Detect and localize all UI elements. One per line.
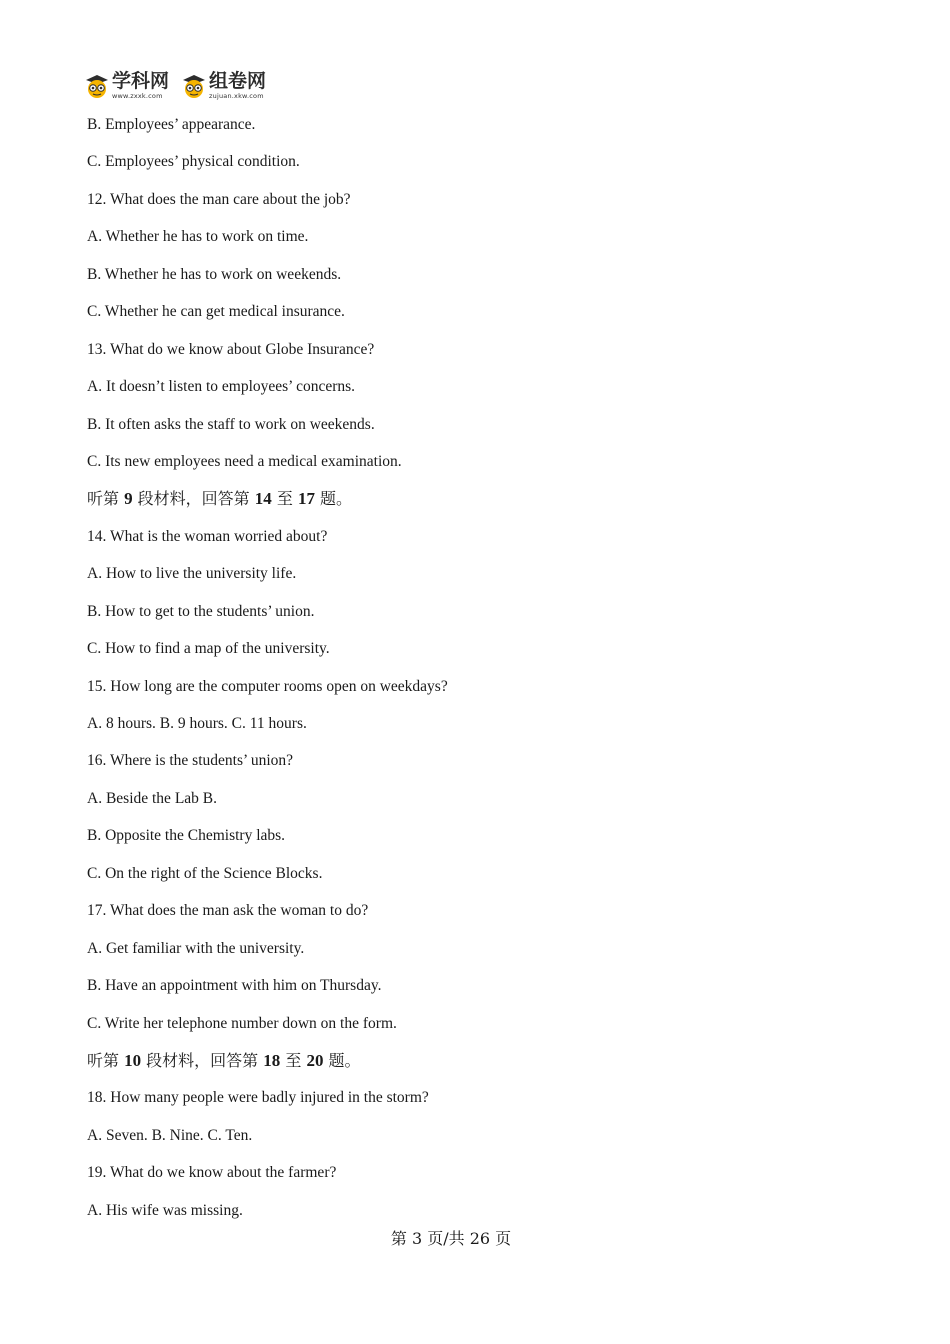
answer-option: C. Whether he can get medical insurance. <box>87 303 345 321</box>
answer-option: A. How to live the university life. <box>87 565 297 583</box>
question-stem: 12. What does the man care about the job? <box>87 190 351 208</box>
section-number: 9 <box>124 489 133 509</box>
section-number: 18 <box>263 1050 281 1070</box>
section-number: 10 <box>124 1050 142 1070</box>
answer-option: B. Opposite the Chemistry labs. <box>87 827 286 845</box>
footer-text: 页/共 <box>422 1229 470 1248</box>
logo-name: 学科网 <box>112 70 170 93</box>
instruction-text: 听第 <box>87 489 125 509</box>
section-instruction <box>87 1048 887 1085</box>
answer-option: A. Seven. B. Nine. C. Ten. <box>87 1126 253 1144</box>
instruction-text: 至 <box>280 1050 307 1070</box>
answer-option: C. Write her telephone number down on the form. <box>87 1014 397 1032</box>
answer-option: C. Its new employees need a medical examination. <box>87 452 402 470</box>
zxxk-logo <box>84 72 169 100</box>
owl-mascot-icon <box>181 73 207 99</box>
instruction-text: 段材料，回答第 <box>141 1050 264 1070</box>
instruction-text: 题。 <box>314 489 353 509</box>
answer-option: B. Have an appointment with him on Thursday. <box>87 977 382 995</box>
answer-option: B. Whether he has to work on weekends. <box>87 265 342 283</box>
footer-text: 第 <box>390 1229 412 1248</box>
answer-option: C. How to find a map of the university. <box>87 640 330 658</box>
total-pages: 26 <box>469 1229 491 1248</box>
answer-option: A. It doesn’t listen to employees’ concerns. <box>87 378 356 396</box>
answer-option: B. Employees’ appearance. <box>87 116 256 133</box>
owl-mascot-icon <box>84 73 110 99</box>
answer-option: A. 8 hours. B. 9 hours. C. 11 hours. <box>87 715 307 732</box>
zujuan-logo <box>181 72 266 100</box>
question-stem: 14. What is the woman worried about? <box>87 527 328 545</box>
answer-option: A. Beside the Lab B. <box>87 789 218 807</box>
page-footer <box>0 1226 950 1249</box>
section-number: 17 <box>297 489 315 509</box>
question-stem: 19. What do we know about the farmer? <box>87 1164 337 1182</box>
logo-name: 组卷网 <box>209 70 267 93</box>
answer-option: A. Get familiar with the university. <box>87 939 305 957</box>
section-number: 14 <box>254 489 272 509</box>
section-number: 20 <box>306 1050 324 1070</box>
answer-option: C. On the right of the Science Blocks. <box>87 864 323 882</box>
page-number <box>391 1229 511 1248</box>
section-instruction <box>87 486 887 523</box>
question-stem: 18. How many people were badly injured in the storm? <box>87 1089 429 1107</box>
question-stem: 13. What do we know about Globe Insurance? <box>87 340 375 358</box>
answer-option: A. His wife was missing. <box>87 1201 243 1219</box>
instruction-text: 题。 <box>323 1050 361 1070</box>
instruction-text: 至 <box>271 489 298 509</box>
logo-url: zujuan.xkw.com <box>209 92 264 101</box>
answer-option: B. How to get to the students’ union. <box>87 602 315 620</box>
question-stem: 15. How long are the computer rooms open on weekdays? <box>87 677 448 695</box>
question-stem: 16. Where is the students’ union? <box>87 752 294 770</box>
answer-option: A. Whether he has to work on time. <box>87 228 309 246</box>
footer-text: 页 <box>490 1229 512 1248</box>
instruction-text: 段材料，回答第 <box>132 489 255 509</box>
answer-option: B. It often asks the staff to work on weekends. <box>87 415 375 433</box>
question-list <box>87 112 887 1235</box>
answer-option: C. Employees’ physical condition. <box>87 153 300 171</box>
instruction-text: 听第 <box>87 1050 125 1070</box>
current-page: 3 <box>411 1229 423 1248</box>
question-stem: 17. What does the man ask the woman to do? <box>87 902 369 920</box>
page-header <box>84 68 278 104</box>
logo-url: www.zxxk.com <box>112 92 163 101</box>
